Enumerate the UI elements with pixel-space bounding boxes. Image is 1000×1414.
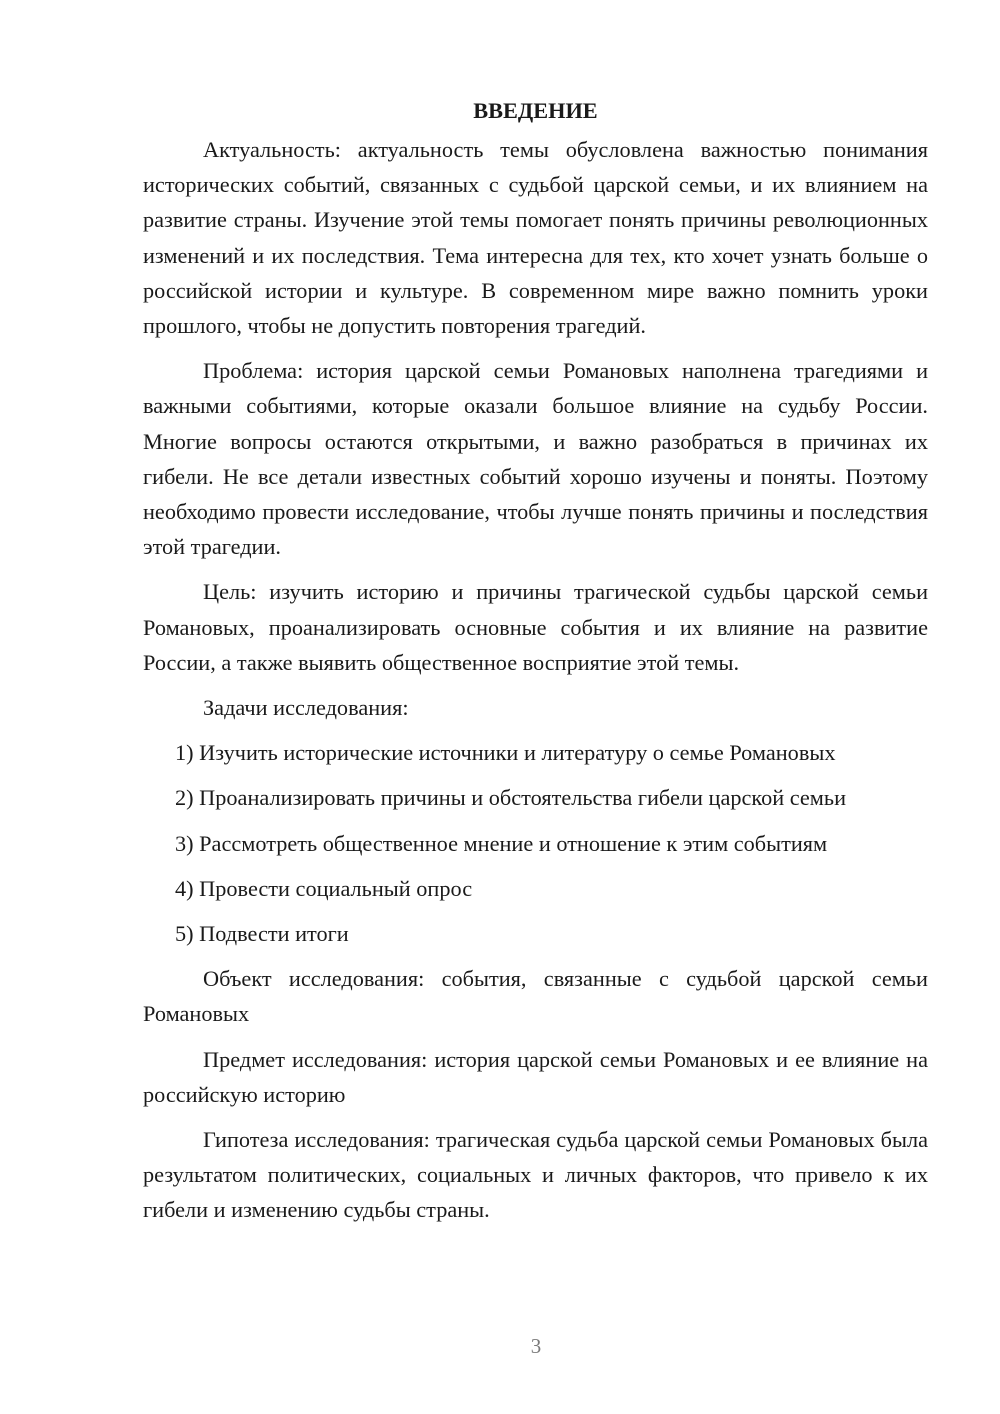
subject-paragraph: Предмет исследования: история царской семьи Романовых и ее влияние на российскую историю bbox=[143, 1046, 928, 1107]
page-content bbox=[143, 96, 928, 1238]
page-number: 3 bbox=[530, 1334, 542, 1358]
tasks-heading: Задачи исследования: bbox=[203, 695, 409, 721]
page-title: ВВЕДЕНИЕ bbox=[473, 98, 598, 123]
task-item-3: 3) Рассмотреть общественное мнение и отношение к этим событиям bbox=[175, 830, 828, 856]
task-item-2: 2) Проанализировать причины и обстоятельства гибели царской семьи bbox=[175, 785, 847, 811]
task-item-1: 1) Изучить исторические источники и литературу о семье Романовых bbox=[175, 740, 836, 766]
task-item-5: 5) Подвести итоги bbox=[175, 921, 349, 947]
relevance-paragraph: Актуальность: актуальность темы обусловлена важностью понимания исторических событий, связанных с судьбой царской семьи, и их влиянием на развитие страны. Изучение этой темы помогает понять причины революционных изменений и их последствия. Тема интересна для тех, кто хочет узнать больше о российской истории и культуре. В современном мире важно помнить уроки прошлого, чтобы не допустить повторения трагедий. bbox=[143, 137, 928, 339]
goal-paragraph: Цель: изучить историю и причины трагической судьбы царской семьи Романовых, проанализировать основные события и их влияние на развитие России, а также выявить общественное восприятие этой темы. bbox=[143, 579, 928, 675]
task-item-4: 4) Провести социальный опрос bbox=[175, 875, 473, 901]
hypothesis-paragraph: Гипотеза исследования: трагическая судьба царской семьи Романовых была результатом политических, социальных и личных факторов, что привело к их гибели и изменению судьбы страны. bbox=[143, 1127, 928, 1223]
tasks-list bbox=[143, 735, 928, 951]
problem-paragraph: Проблема: история царской семьи Романовых наполнена трагедиями и важными событиями, которые оказали большое влияние на судьбу России. Многие вопросы остаются открытыми, и важно разобраться в причинах их гибели. Не все детали известных событий хорошо изучены и поняты. Поэтому необходимо провести исследование, чтобы лучше понять причины и последствия этой трагедии. bbox=[143, 358, 928, 560]
object-paragraph: Объект исследования: события, связанные с судьбой царской семьи Романовых bbox=[143, 966, 928, 1027]
